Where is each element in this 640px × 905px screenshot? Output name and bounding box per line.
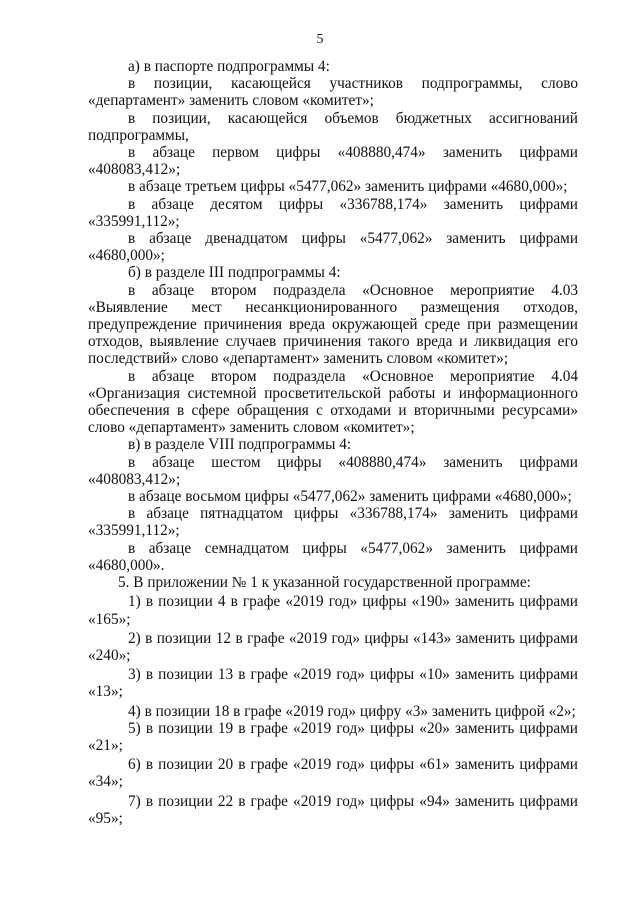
list-item: 3) в позиции 13 в графе «2019 год» цифры «10» заменить цифрами «13»; xyxy=(88,666,578,701)
paragraph: в абзаце двенадцатом цифры «5477,062» заменить цифрами «4680,000»; xyxy=(88,230,578,265)
paragraph: в абзаце семнадцатом цифры «5477,062» заменить цифрами «4680,000». xyxy=(88,539,578,574)
list-item: 1) в позиции 4 в графе «2019 год» цифры «190» заменить цифрами «165»; xyxy=(88,593,578,628)
paragraph: в абзаце пятнадцатом цифры «336788,174» заменить цифрами «335991,112»; xyxy=(88,505,578,540)
paragraph: в абзаце третьем цифры «5477,062» заменить цифрами «4680,000»; xyxy=(128,178,568,196)
paragraph: в абзаце десятом цифры «336788,174» заменить цифрами «335991,112»; xyxy=(88,195,578,230)
paragraph: в абзаце втором подраздела «Основное мероприятие 4.03 «Выявление мест несанкционированного размещения отходов, предупреждение причинения вреда окружающей среде при размещении отходов, выявление случаев причинения такого вреда и ликвидация его последствий» слово «департамент» заменить словом «комитет»; xyxy=(88,281,578,368)
document-body xyxy=(88,58,578,827)
paragraph: в абзаце втором подраздела «Основное мероприятие 4.04 «Организация системной просветительской работы и информационного обеспечения в сфере обращения с отходами и вторичными ресурсами» слово «департамент» заменить словом «комитет»; xyxy=(88,367,578,437)
list-item: 2) в позиции 12 в графе «2019 год» цифры «143» заменить цифрами «240»; xyxy=(88,629,578,664)
paragraph-section-5: 5. В приложении № 1 к указанной государственной программе: xyxy=(118,574,531,592)
paragraph: в абзаце шестом цифры «408880,474» заменить цифрами «408083,412»; xyxy=(88,453,578,488)
paragraph: в абзаце восьмом цифры «5477,062» заменить цифрами «4680,000»; xyxy=(128,488,572,506)
paragraph: в абзаце первом цифры «408880,474» заменить цифрами «408083,412»; xyxy=(88,144,578,179)
list-item: 6) в позиции 20 в графе «2019 год» цифры «61» заменить цифрами «34»; xyxy=(88,756,578,791)
list-item: 4) в позиции 18 в графе «2019 год» цифру «3» заменить цифрой «2»; xyxy=(128,702,576,720)
paragraph-b: б) в разделе III подпрограммы 4: xyxy=(128,264,341,282)
paragraph: в позиции, касающейся объемов бюджетных ассигнований подпрограммы, xyxy=(88,109,578,144)
list-item: 5) в позиции 19 в графе «2019 год» цифры «20» заменить цифрами «21»; xyxy=(88,719,578,754)
paragraph-v: в) в разделе VIII подпрограммы 4: xyxy=(128,436,352,454)
page-number: 5 xyxy=(316,32,324,47)
paragraph: в позиции, касающейся участников подпрограммы, слово «департамент» заменить словом «комитет»; xyxy=(88,75,578,110)
list-item: 7) в позиции 22 в графе «2019 год» цифры «94» заменить цифрами «95»; xyxy=(88,792,578,827)
paragraph-a: а) в паспорте подпрограммы 4: xyxy=(128,58,330,75)
